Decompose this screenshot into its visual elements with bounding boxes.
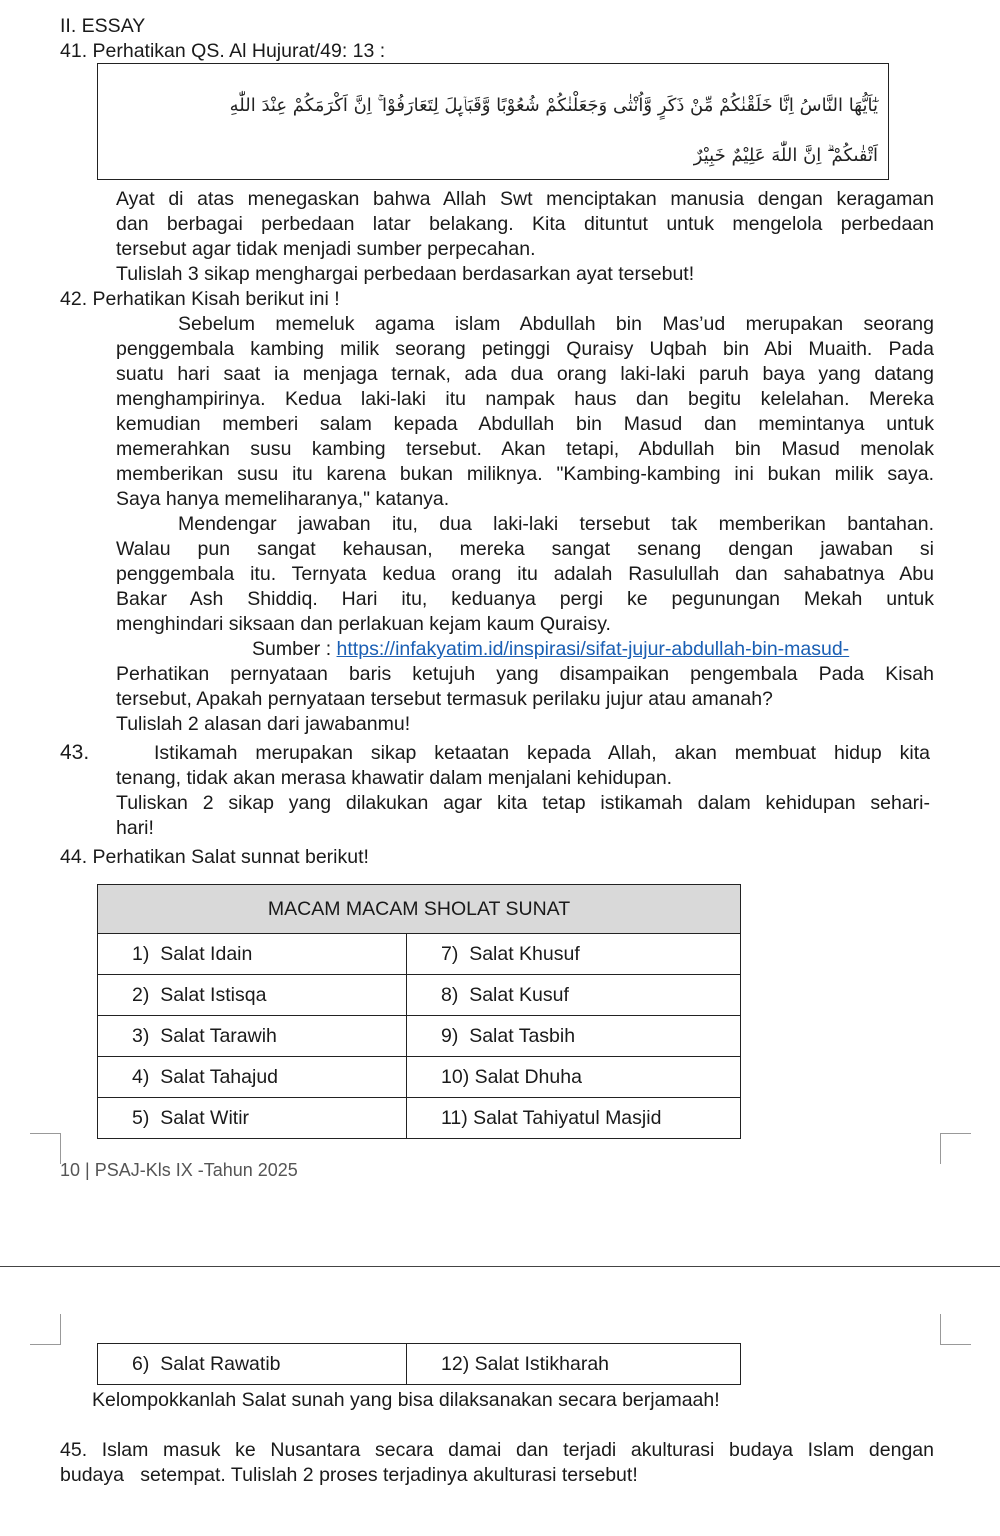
salat-name: Salat Witir bbox=[160, 1106, 250, 1129]
q41-instruction: Tulislah 3 sikap menghargai perbedaan berdasarkan ayat tersebut! bbox=[116, 263, 695, 285]
arabic-verse-box bbox=[97, 63, 889, 180]
source-line bbox=[252, 637, 849, 662]
sholat-sunat-table bbox=[97, 884, 741, 1139]
table-row bbox=[98, 1016, 741, 1057]
story-line: penggembala itu. Ternyata kedua orang itu adalah Rasulullah dan sahabatnya Abu bbox=[116, 563, 934, 585]
row-number: 5) bbox=[132, 1106, 150, 1129]
q43-line: Tuliskan 2 sikap yang dilakukan agar kita tetap istikamah dalam kehidupan sehari- bbox=[116, 792, 930, 814]
salat-name: Salat Dhuha bbox=[474, 1065, 582, 1088]
q44-instruction: Kelompokkanlah Salat sunah yang bisa dilaksanakan secara berjamaah! bbox=[92, 1389, 720, 1411]
q43-line: hari! bbox=[116, 817, 154, 839]
row-number: 4) bbox=[132, 1065, 150, 1088]
q41-text-line: tersebut agar tidak menjadi sumber perpecahan. bbox=[116, 238, 536, 260]
arabic-verse-line-1: يٰٓاَيُّهَا النَّاسُ اِنَّا خَلَقْنٰكُمْ مِّنْ ذَكَرٍ وَّاُنْثٰى وَجَعَلْنٰكُمْ شُعُوْبًا وَّقَبَاۤىِٕلَ لِتَعَارَفُوْا ۚ اِنَّ اَكْرَمَكُمْ عِنْدَ اللّٰهِ bbox=[229, 95, 878, 116]
salat-name: Salat Tahiyatul Masjid bbox=[473, 1106, 662, 1129]
story-line: penggembala kambing milik seorang petinggi Quraisy Uqbah bin Abi Muaith. Pada bbox=[116, 338, 934, 360]
page-corner-mark bbox=[940, 1133, 971, 1164]
row-number: 8) bbox=[441, 983, 459, 1006]
q41-title: 41. Perhatikan QS. Al Hujurat/49: 13 : bbox=[60, 40, 386, 62]
table-row bbox=[98, 1098, 741, 1139]
row-number: 6) bbox=[132, 1352, 150, 1375]
salat-name: Salat Istisqa bbox=[160, 983, 267, 1006]
salat-name: Salat Tahajud bbox=[160, 1065, 279, 1088]
q42-question-line: Tulislah 2 alasan dari jawabanmu! bbox=[116, 713, 411, 735]
q42-question-line: tersebut, Apakah pernyataan tersebut termasuk perilaku jujur atau amanah? bbox=[116, 688, 773, 710]
page-divider bbox=[0, 1266, 1000, 1267]
sholat-sunat-table-continued bbox=[97, 1343, 741, 1385]
story-line: Walau pun sangat kehausan, mereka sangat senang dengan jawaban si bbox=[116, 538, 934, 560]
salat-name: Salat Tasbih bbox=[469, 1024, 576, 1047]
q43-number: 43. bbox=[60, 741, 90, 764]
salat-name: Salat Idain bbox=[160, 942, 253, 965]
q45-line: budaya setempat. Tulislah 2 proses terjadinya akulturasi tersebut! bbox=[60, 1464, 638, 1486]
row-number: 1) bbox=[132, 942, 150, 965]
salat-name: Salat Kusuf bbox=[469, 983, 569, 1006]
row-number: 10) bbox=[441, 1065, 470, 1088]
salat-name: Salat Istikharah bbox=[474, 1352, 610, 1375]
row-number: 2) bbox=[132, 983, 150, 1006]
salat-name: Salat Rawatib bbox=[160, 1352, 281, 1375]
page-corner-mark bbox=[30, 1133, 61, 1164]
story-line: suatu hari saat ia menjaga ternak, ada dua orang laki-laki paruh baya yang datang bbox=[116, 363, 934, 385]
story-line: Mendengar jawaban itu, dua laki-laki tersebut tak memberikan bantahan. bbox=[178, 513, 934, 535]
table-header: MACAM MACAM SHOLAT SUNAT bbox=[98, 885, 741, 934]
page-footer: 10 | PSAJ-Kls IX -Tahun 2025 bbox=[60, 1160, 298, 1180]
q41-text-line: Ayat di atas menegaskan bahwa Allah Swt menciptakan manusia dengan keragaman bbox=[116, 188, 934, 210]
story-line: kemudian memberi salam kepada Abdullah bin Masud dan memintanya untuk bbox=[116, 413, 934, 435]
story-line: Saya hanya memeliharanya," katanya. bbox=[116, 488, 450, 510]
row-number: 12) bbox=[441, 1352, 470, 1375]
q42-question-line: Perhatikan pernyataan baris ketujuh yang disampaikan pengembala Pada Kisah bbox=[116, 663, 934, 685]
table-row bbox=[98, 975, 741, 1016]
page-corner-mark bbox=[30, 1314, 61, 1345]
source-label: Sumber : bbox=[252, 638, 337, 660]
salat-name: Salat Khusuf bbox=[469, 942, 580, 965]
row-number: 11) bbox=[441, 1106, 468, 1129]
q42-title: 42. Perhatikan Kisah berikut ini ! bbox=[60, 288, 340, 310]
story-line: menghindari siksaan dan perlakuan kejam kaum Quraisy. bbox=[116, 613, 611, 635]
row-number: 7) bbox=[441, 942, 459, 965]
table-row bbox=[98, 1057, 741, 1098]
table-row bbox=[98, 1344, 741, 1385]
section-title: II. ESSAY bbox=[60, 15, 146, 37]
story-line: Sebelum memeluk agama islam Abdullah bin Mas’ud merupakan seorang bbox=[178, 313, 934, 335]
source-link[interactable]: https://infakyatim.id/inspirasi/sifat-jujur-abdullah-bin-masud- bbox=[336, 638, 850, 660]
salat-name: Salat Tarawih bbox=[160, 1024, 277, 1047]
q43-line: Istikamah merupakan sikap ketaatan kepada Allah, akan membuat hidup kita bbox=[154, 742, 930, 764]
row-number: 9) bbox=[441, 1024, 459, 1047]
q44-title: 44. Perhatikan Salat sunnat berikut! bbox=[60, 846, 369, 868]
story-line: memerahkan susu kambing tersebut. Akan tetapi, Abdullah bin Masud menolak bbox=[116, 438, 934, 460]
q41-text-line: dan berbagai perbedaan latar belakang. Kita dituntut untuk mengelola perbedaan bbox=[116, 213, 934, 235]
row-number: 3) bbox=[132, 1024, 150, 1047]
page-corner-mark bbox=[940, 1314, 971, 1345]
story-line: menghampirinya. Kedua laki-laki itu nampak haus dan begitu kelelahan. Mereka bbox=[116, 388, 934, 410]
q45-line: 45. Islam masuk ke Nusantara secara damai dan terjadi akulturasi budaya Islam dengan bbox=[60, 1439, 934, 1461]
arabic-verse-line-2: اَتْقٰىكُمْ ۗ اِنَّ اللّٰهَ عَلِيْمٌ خَبِيْرٌ bbox=[693, 145, 878, 166]
story-line: Bakar Ash Shiddiq. Hari itu, keduanya pergi ke pegunungan Mekah untuk bbox=[116, 588, 934, 610]
story-line: memberikan susu itu karena bukan miliknya. "Kambing-kambing ini bukan milik saya. bbox=[116, 463, 934, 485]
table-row bbox=[98, 934, 741, 975]
q43-line: tenang, tidak akan merasa khawatir dalam menjalani kehidupan. bbox=[116, 767, 673, 789]
